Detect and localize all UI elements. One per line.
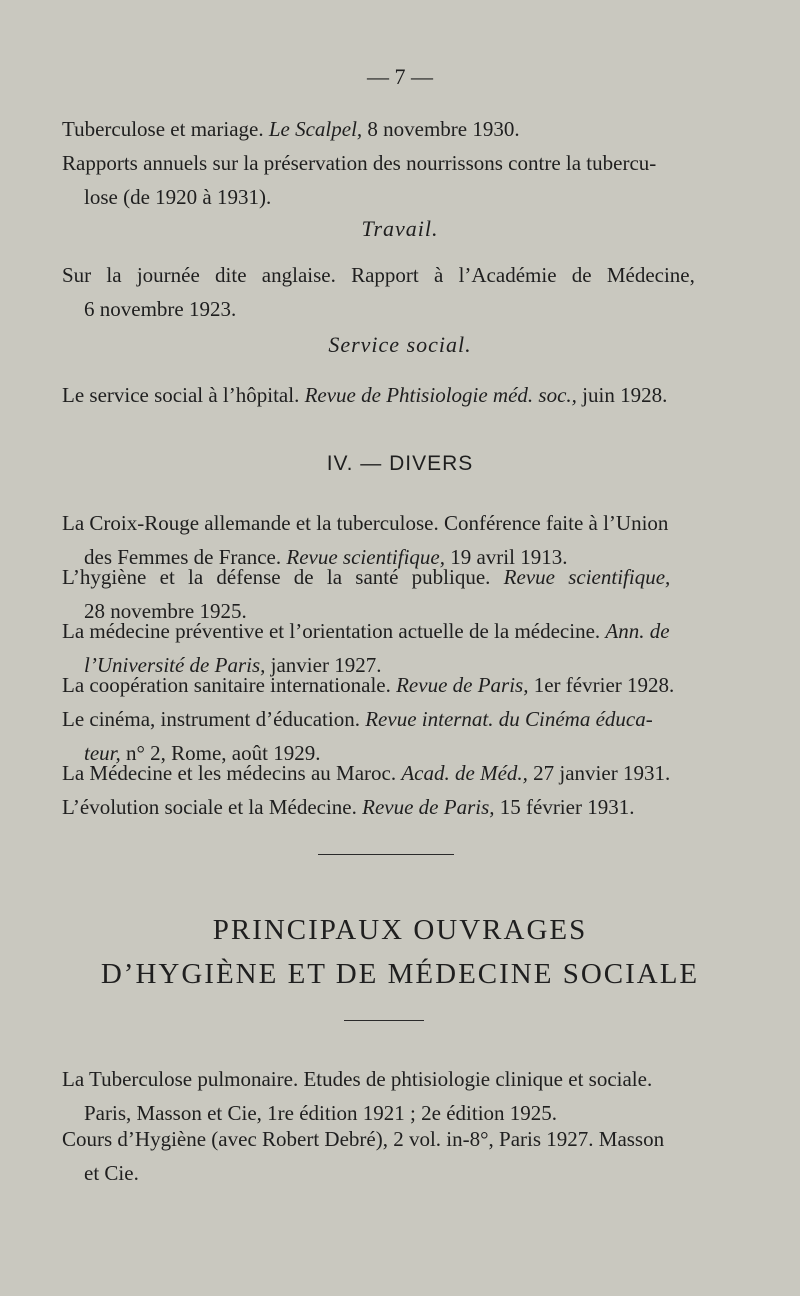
section-heading-service-social: Service social. — [328, 332, 472, 357]
bibliography-entry: L’évolution sociale et la Médecine. Revue de Paris, 15 février 1931. — [62, 795, 635, 819]
bibliography-entry: Sur la journée dite anglaise. Rapport à l’Académie de Médecine, 6 novembre 1923. — [62, 263, 695, 321]
bibliography-entry: La médecine préventive et l’orientation actuelle de la médecine. Ann. de l’Université de Paris, janvier 1927. — [62, 619, 670, 677]
page-number: — 7 — — [367, 64, 433, 89]
main-heading-line-1: PRINCIPAUX OUVRAGES — [212, 914, 588, 946]
bibliography-entry: Tuberculose et mariage. Le Scalpel, 8 novembre 1930. — [62, 117, 520, 141]
section-heading-travail: Travail. — [361, 216, 439, 241]
divider — [344, 1020, 424, 1021]
section-heading-divers: IV. — DIVERS — [326, 452, 474, 475]
bibliography-entry: Le service social à l’hôpital. Revue de Phtisiologie méd. soc., juin 1928. — [62, 383, 668, 407]
bibliography-entry: L’hygiène et la défense de la santé publique. Revue scientifique, 28 novembre 1925. — [62, 565, 671, 623]
bibliography-entry: La Médecine et les médecins au Maroc. Acad. de Méd., 27 janvier 1931. — [62, 761, 671, 785]
bibliography-entry: La Tuberculose pulmonaire. Etudes de phtisiologie clinique et sociale. Paris, Masson et Cie, 1re édition 1921 ; 2e édition 1925. — [62, 1067, 653, 1125]
main-heading-line-2: D’HYGIÈNE ET DE MÉDECINE SOCIALE — [100, 958, 700, 990]
bibliography-entry: La coopération sanitaire internationale. Revue de Paris, 1er février 1928. — [62, 673, 675, 697]
bibliography-entry: Le cinéma, instrument d’éducation. Revue internat. du Cinéma éduca- teur, n° 2, Rome, août 1929. — [62, 707, 653, 765]
bibliography-entry: Cours d’Hygiène (avec Robert Debré), 2 vol. in-8°, Paris 1927. Masson et Cie. — [62, 1127, 665, 1185]
bibliography-entry: La Croix-Rouge allemande et la tuberculose. Conférence faite à l’Union des Femmes de France. Revue scientifique, 19 avril 1913. — [62, 511, 669, 569]
bibliography-entry: Rapports annuels sur la préservation des nourrissons contre la tubercu- lose (de 1920 à 1931). — [62, 151, 657, 209]
divider — [318, 854, 454, 855]
